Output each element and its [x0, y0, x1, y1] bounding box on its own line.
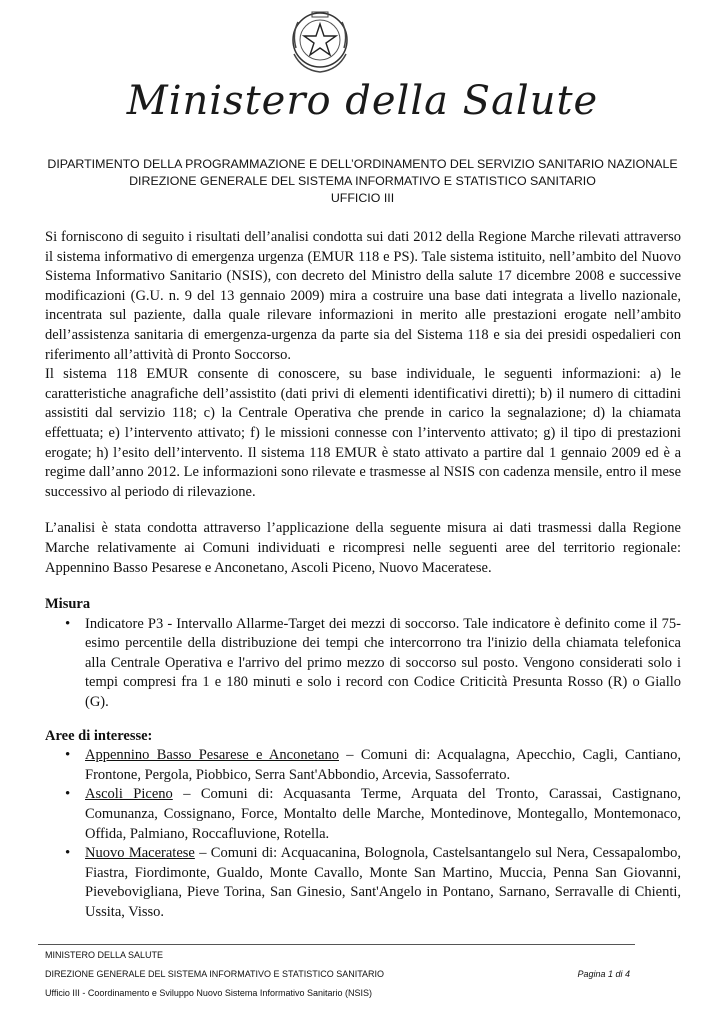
footer-divider: [38, 944, 635, 945]
list-item: • Indicatore P3 - Intervallo Allarme-Target dei mezzi di soccorso. Tale indicatore è definito come il 75-esimo percentile della distribuzione dei tempi che intercorrono tra l'inizio della chiamata telefonica alla Centrale Operativa e l'arrivo del primo mezzo di soccorso sul posto. Vengono considerati solo i tempi compresi fra 1 e 180 minuti e solo i record con Codice Criticità Presunta Rosso (R) o Giallo (G).: [85, 615, 681, 713]
footer-office: Ufficio III - Coordinamento e Sviluppo Nuovo Sistema Informativo Sanitario (NSIS): [45, 988, 372, 998]
area-comuni: – Comuni di: Acqualagna, Apecchio, Cagli, Cantiano, Frontone, Pergola, Piobbico, Serra Sant'Abbondio, Arcevia, Sassoferrato.: [85, 747, 681, 783]
document-body: [45, 228, 681, 923]
paragraph-emur: Il sistema 118 EMUR consente di conoscere, su base individuale, le seguenti informazioni: a) le caratteristiche anagrafiche dell’assistito (dati privi di elementi identificativi diretti); b) il numero di cittadini assistiti dal servizio 118; c) la Centrale Operativa che prende in carico la segnalazione; d) la chiamata effettuata; e) l’intervento attivato; f) le missioni connesse con l’intervento attivato; g) il tipo di prestazioni erogate; h) l’esito dell’intervento. Il sistema 118 EMUR è stato attivato a partire dal 1 gennaio 2009 ed è a regime dall’anno 2012. Le informazioni sono rilevate e trasmesse al NSIS con cadenza mensile, entro il mese successivo al periodo di rilevazione.: [45, 366, 681, 500]
list-item: [85, 844, 681, 922]
paragraph-intro: Si forniscono di seguito i risultati dell’analisi condotta sui dati 2012 della Regione Marche rilevati attraverso il sistema informativo di emergenza urgenza (EMUR 118 e PS). Tale sistema istituito, nell’ambito del Nuovo Sistema Informativo Sanitario (NSIS), con decreto del Ministro della salute 17 dicembre 2008 e successive modificazioni (G.U. n. 9 del 13 gennaio 2009) mira a costruire una base dati integrata a livello nazionale, incentrata sul paziente, dalla quale rilevare informazioni in merito alle prestazioni erogate nell’ambito dell’assistenza sanitaria di emergenza-urgenza da parte sia del Sistema 118 e sia dei presidi ospedalieri con riferimento all’attività di Pronto Soccorso.: [45, 229, 681, 363]
direction-line: DIREZIONE GENERALE DEL SISTEMA INFORMATIVO E STATISTICO SANITARIO: [129, 174, 596, 188]
ministry-name: Ministero della Salute: [126, 78, 599, 124]
italian-republic-emblem-icon: [284, 4, 356, 76]
area-name: Nuovo Maceratese: [85, 845, 195, 862]
section-heading-aree: Aree di interesse:: [45, 727, 153, 744]
footer-direction: DIREZIONE GENERALE DEL SISTEMA INFORMATIVO E STATISTICO SANITARIO: [45, 969, 385, 979]
department-line: DIPARTIMENTO DELLA PROGRAMMAZIONE E DELL’ORDINAMENTO DEL SERVIZIO SANITARIO NAZIONALE: [47, 157, 678, 171]
list-item: [85, 785, 681, 844]
page-number: Pagina 1 di 4: [577, 969, 630, 979]
area-name: Ascoli Piceno: [85, 786, 173, 803]
department-header: [30, 156, 695, 207]
office-line: UFFICIO III: [330, 191, 395, 205]
footer-ministry: MINISTERO DELLA SALUTE: [45, 950, 164, 960]
area-comuni: – Comuni di: Acquasanta Terme, Arquata del Tronto, Carassai, Castignano, Comunanza, Cossignano, Force, Montalto delle Marche, Montedinove, Montegallo, Montemonaco, Offida, Palmiano, Roccafluvione, Rotella.: [85, 786, 681, 842]
area-name: Appennino Basso Pesarese e Anconetano: [85, 747, 339, 764]
area-comuni: – Comuni di: Acquacanina, Bolognola, Castelsantangelo sul Nera, Cessapalombo, Fiastra, Fiordimonte, Gualdo, Monte Cavallo, Monte San Martino, Muccia, Penna San Giovanni, Pievebovigliana, Pieve Torina, San Ginesio, Sant'Angelo in Pontano, Sarnano, Serravalle di Chienti, Ussita, Visso.: [85, 845, 682, 920]
paragraph-analysis: L’analisi è stata condotta attraverso l’applicazione della seguente misura ai dati trasmessi dalla Regione Marche relativamente ai Comuni individuati e ricompresi nelle seguenti aree del territorio regionale: Appennino Basso Pesarese e Anconetano, Ascoli Piceno, Nuovo Maceratese.: [45, 520, 681, 576]
aree-list: [45, 746, 681, 922]
list-item: [85, 746, 681, 785]
section-heading-misura: Misura: [45, 596, 91, 613]
page-footer: [45, 950, 645, 1007]
misura-list: [45, 615, 681, 713]
